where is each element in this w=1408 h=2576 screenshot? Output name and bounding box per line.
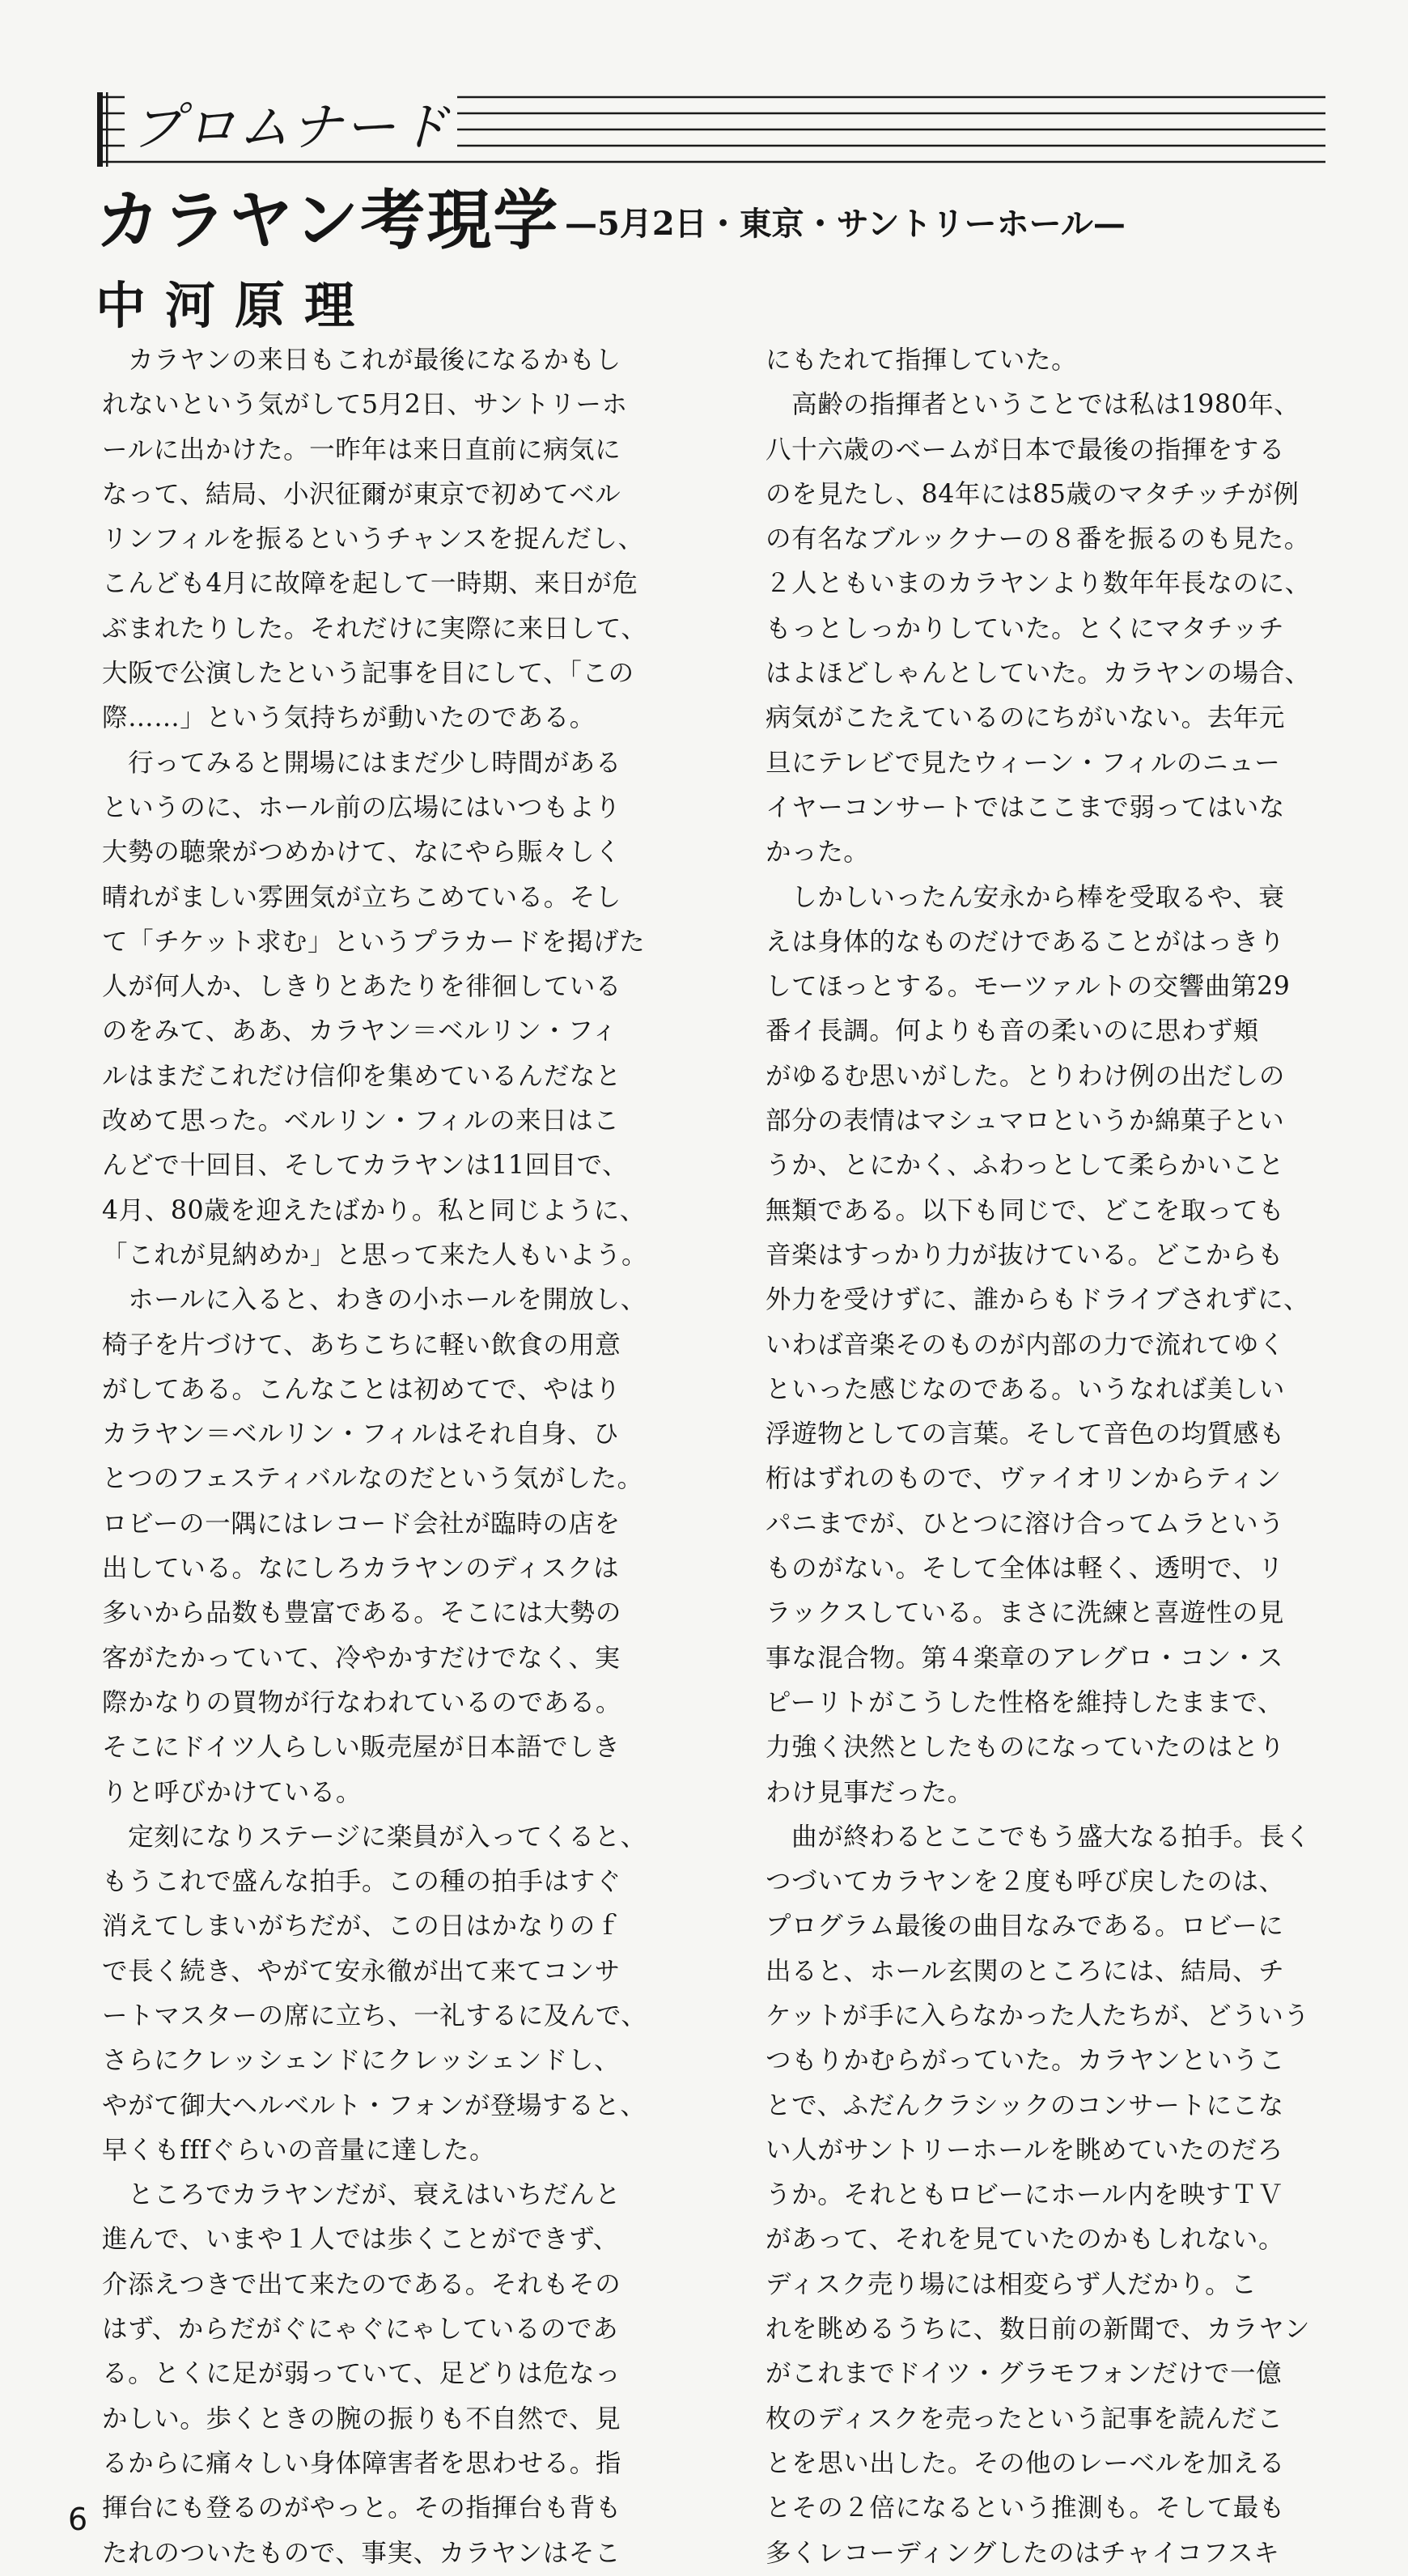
text-line: とで、ふだんクラシックのコンサートにこな [765, 2090, 1284, 2120]
text-line: 晴れがましい雰囲気が立ちこめている。そし [102, 882, 622, 912]
text-line: ートマスターの席に立ち、一礼するに及んで、 [102, 2001, 647, 2031]
text-line: カラヤン＝ベルリン・フィルはそれ自身、ひ [102, 1420, 620, 1449]
text-line: がゆるむ思いがした。とりわけ例の出だしの [765, 1061, 1286, 1091]
text-line: 部分の表情はマシュマロというか綿菓子とい [765, 1106, 1285, 1136]
text-line: んどで十回目、そしてカラヤンは11回目で、 [102, 1151, 629, 1181]
text-line: ディスク売り場には相変らず人だかり。こ [765, 2269, 1257, 2299]
text-line: 際……」という気持ちが動いたのである。 [102, 703, 596, 733]
article-subtitle: —5月2日・東京・サントリーホール— [565, 205, 1126, 243]
text-column-right [765, 338, 1337, 2576]
text-line: の有名なブルックナーの８番を振るのも見た。 [765, 524, 1310, 554]
text-line: はよほどしゃんとしていた。カラヤンの場合、 [765, 659, 1311, 689]
text-line: 消えてしまいがちだが、この日はかなりのｆ [102, 1912, 622, 1942]
text-line: りと呼びかけている。 [102, 1777, 363, 1807]
text-line: 高齢の指揮者ということでは私は1980年、 [765, 390, 1300, 420]
section-header [95, 89, 1325, 170]
text-line: カラヤンの来日もこれが最後になるかもし [102, 346, 621, 375]
text-line: 多いから品数も豊富である。そこには大勢の [102, 1598, 622, 1628]
text-line: 椅子を片づけて、あちこちに軽い飲食の用意 [102, 1330, 621, 1360]
text-line: してほっとする。モーツァルトの交響曲第29 [765, 972, 1291, 1002]
text-line: ルはまだこれだけ信仰を集めているんだなと [102, 1061, 622, 1091]
text-line: れを眺めるうちに、数日前の新聞で、カラヤン [765, 2315, 1311, 2345]
text-line: ぶまれたりした。それだけに実際に来日して、 [102, 613, 647, 643]
text-line: て「チケット求む」というプラカードを掲げた [102, 927, 646, 957]
text-line: 定刻になりステージに楽員が入ってくると、 [102, 1822, 647, 1852]
text-line: といった感じなのである。いうなれば美しい [765, 1374, 1286, 1404]
text-line: がしてある。こんなことは初めてで、やはり [102, 1374, 621, 1404]
page-number: 6 [68, 2502, 88, 2537]
text-line: ールに出かけた。一昨年は来日直前に病気に [102, 435, 621, 465]
text-line: 客がたかっていて、冷やかすだけでなく、実 [102, 1643, 621, 1673]
text-line: しかしいったん安永から棒を受取るや、衰 [765, 882, 1285, 912]
text-line: うか。それともロビーにホール内を映すＴＶ [765, 2180, 1284, 2210]
text-line: で長く続き、やがて安永徹が出て来てコンサ [102, 1956, 621, 1986]
text-line: もうこれで盛んな拍手。この種の拍手はすぐ [102, 1867, 622, 1897]
text-line: ケットが手に入らなかった人たちが、どういう [765, 2001, 1310, 2031]
text-line: い人がサントリーホールを眺めていたのだろ [765, 2135, 1283, 2165]
text-line: 出ると、ホール玄関のところには、結局、チ [765, 1956, 1285, 1986]
text-line: そこにドイツ人らしい販売屋が日本語でしき [102, 1733, 621, 1763]
text-line: 事な混合物。第４楽章のアレグロ・コン・ス [765, 1643, 1284, 1673]
text-line: のを見たし、84年には85歳のマタチッチが例 [765, 479, 1300, 509]
text-line: さらにクレッシェンドにクレッシェンドし、 [102, 2046, 621, 2076]
text-line: 番イ長調。何よりも音の柔いのに思わず頬 [765, 1016, 1259, 1046]
text-line: もっとしっかりしていた。とくにマタチッチ [765, 613, 1285, 643]
text-line: ロビーの一隅にはレコード会社が臨時の店を [102, 1509, 621, 1538]
text-line: つもりかむらがっていた。カラヤンというこ [765, 2046, 1285, 2076]
text-line: 大勢の聴衆がつめかけて、なにやら賑々しく [102, 838, 621, 868]
text-line: 多くレコーディングしたのはチャイコフスキ [765, 2538, 1280, 2568]
text-line: かった。 [765, 838, 870, 868]
text-line: がこれまでドイツ・グラモフォンだけで一億 [765, 2359, 1283, 2389]
text-line: 音楽はすっかり力が抜けている。どこからも [765, 1240, 1284, 1270]
text-line: とその２倍になるという推測も。そして最も [765, 2493, 1286, 2523]
text-line: にもたれて指揮していた。 [765, 346, 1078, 375]
text-line: ホールに入ると、わきの小ホールを開放し、 [102, 1285, 647, 1315]
text-line: 行ってみると開場にはまだ少し時間がある [102, 748, 622, 778]
article-title: カラヤン考現学 [95, 182, 560, 258]
title-row [95, 180, 1325, 269]
text-line: ところでカラヤンだが、衰えはいちだんと [102, 2180, 621, 2210]
text-line: 際かなりの買物が行なわれているのである。 [102, 1687, 622, 1717]
text-line: 介添えつきで出て来たのである。それもその [102, 2269, 621, 2299]
text-line: とつのフェスティバルなのだという気がした。 [102, 1464, 643, 1494]
text-line: イヤーコンサートではここまで弱ってはいな [765, 792, 1286, 822]
text-line: こんども4月に故障を起して一時期、来日が危 [102, 569, 638, 599]
text-line: パニまでが、ひとつに溶け合ってムラという [765, 1509, 1285, 1538]
text-line: 人が何人か、しきりとあたりを徘徊している [102, 972, 622, 1002]
text-line: 揮台にも登るのがやっと。その指揮台も背も [102, 2493, 622, 2523]
text-line: うか、とにかく、ふわっとして柔らかいこと [765, 1151, 1285, 1181]
text-line: 出している。なにしろカラヤンのディスクは [102, 1554, 620, 1584]
text-line: 枚のディスクを売ったという記事を読んだこ [765, 2404, 1283, 2434]
author-name: 中河原理 [95, 276, 375, 335]
text-line: 旦にテレビで見たウィーン・フィルのニュー [765, 748, 1281, 778]
text-column-left [102, 338, 673, 2576]
text-line: 外力を受けずに、誰からもドライブされずに、 [765, 1285, 1310, 1315]
text-line: 早くもfffぐらいの音量に達した。 [102, 2135, 496, 2165]
text-line: はず、からだがぐにゃぐにゃしているのであ [102, 2315, 619, 2345]
text-line: るからに痛々しい身体障害者を思わせる。指 [102, 2448, 622, 2478]
text-line: リンフィルを振るというチャンスを捉んだし、 [102, 524, 644, 554]
text-line: 曲が終わるとここでもう盛大なる拍手。長く [765, 1822, 1312, 1852]
text-line: る。とくに足が弱っていて、足どりは危なっ [102, 2359, 621, 2389]
text-line: ２人ともいまのカラヤンより数年年長なのに、 [765, 569, 1311, 599]
text-line: 浮遊物としての言葉。そして音色の均質感も [765, 1420, 1286, 1449]
text-line: ものがない。そして全体は軽く、透明で、リ [765, 1554, 1284, 1584]
text-line: いわば音楽そのものが内部の力で流れてゆく [765, 1330, 1286, 1360]
text-line: れないという気がして5月2日、サントリーホ [102, 390, 628, 420]
text-line: 無類である。以下も同じで、どこを取っても [765, 1195, 1285, 1225]
text-line: 大阪で公演したという記事を目にして、「この [102, 659, 634, 689]
text-line: というのに、ホール前の広場にはいつもより [102, 792, 621, 822]
text-line: 進んで、いまや１人では歩くことができず、 [102, 2225, 619, 2255]
text-line: やがて御大ヘルベルト・フォンが登場すると、 [102, 2090, 647, 2120]
text-line: なって、結局、小沢征爾が東京で初めてベル [102, 479, 621, 509]
text-line: わけ見事だった。 [765, 1777, 973, 1807]
text-line: かしい。歩くときの腕の振りも不自然で、見 [102, 2404, 621, 2434]
series-title: プロムナード [125, 95, 457, 160]
text-line: ラックスしている。まさに洗練と喜遊性の見 [765, 1598, 1285, 1628]
text-line: 八十六歳のベームが日本で最後の指揮をする [765, 435, 1286, 465]
text-line: があって、それを見ていたのかもしれない。 [765, 2225, 1285, 2255]
text-line: 病気がこたえているのにちがいない。去年元 [765, 703, 1286, 733]
text-line: 4月、80歳を迎えたばかり。私と同じように、 [102, 1195, 646, 1225]
text-line: 力強く決然としたものになっていたのはとり [765, 1733, 1286, 1763]
text-line: のをみて、ああ、カラヤン＝ベルリン・フィ [102, 1016, 618, 1046]
text-line: たれのついたもので、事実、カラヤンはそこ [102, 2538, 621, 2568]
text-line: プログラム最後の曲目なみである。ロビーに [765, 1912, 1284, 1942]
text-line: えは身体的なものだけであることがはっきり [765, 927, 1286, 957]
text-line: とを思い出した。その他のレーベルを加える [765, 2448, 1286, 2478]
text-line: 改めて思った。ベルリン・フィルの来日はこ [102, 1106, 620, 1136]
text-line: つづいてカラヤンを２度も呼び戻したのは、 [765, 1867, 1285, 1897]
text-line: 桁はずれのもので、ヴァイオリンからティン [765, 1464, 1282, 1494]
text-line: 「これが見納めか」と思って来た人もいよう。 [102, 1240, 648, 1270]
text-line: ピーリトがこうした性格を維持したままで、 [765, 1687, 1284, 1717]
